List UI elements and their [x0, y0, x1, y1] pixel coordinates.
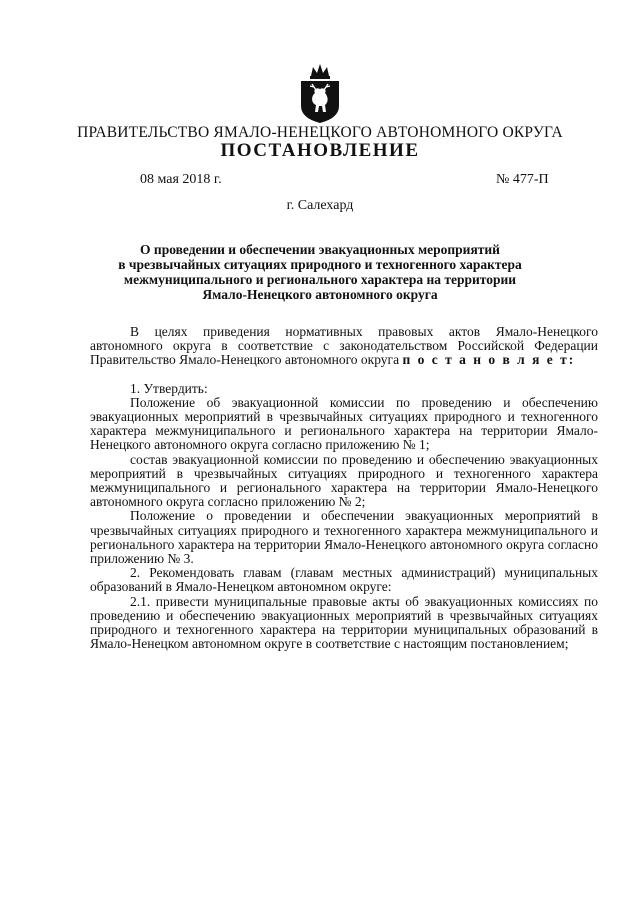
title-line: О проведении и обеспечении эвакуационных мероприятий: [140, 242, 500, 257]
item-1: 1. Утвердить:: [130, 380, 208, 396]
item-1-b: состав эвакуационной комиссии по проведению и обеспечению эвакуационных мероприятий в чрезвычайных ситуациях природного и техногенного характера межмуниципального и регионального характера на территории Ямало-Ненецкого автономного округа согласно приложению № 2;: [90, 451, 598, 510]
item-2: 2. Рекомендовать главам (главам местных администраций) муниципальных образований в Ямало-Ненецком автономном округе:: [90, 565, 598, 595]
title-line: Ямало-Ненецкого автономного округа: [202, 287, 438, 302]
document-number: № 477-П: [496, 172, 549, 187]
item-1-c: Положение о проведении и обеспечении эвакуационных мероприятий в чрезвычайных ситуациях природного и техногенного характера межмуниципального и регионального характера на территории Ямало-Ненецкого автономного округа согласно приложению № 3.: [90, 508, 598, 567]
document-type: ПОСТАНОВЛЕНИЕ: [220, 140, 420, 161]
document-title: [110, 242, 530, 302]
document-body: [90, 325, 598, 651]
item-2-1: 2.1. привести муниципальные правовые акты об эвакуационных комиссиях по проведению и обеспечению эвакуационных мероприятий в чрезвычайных ситуациях природного и техногенного характера на территории муниципальных образований в Ямало-Ненецком автономном округе в соответствие с настоящим постановлением;: [90, 593, 598, 652]
government-name: ПРАВИТЕЛЬСТВО ЯМАЛО-НЕНЕЦКОГО АВТОНОМНОГО ОКРУГА: [77, 124, 563, 141]
document-date: 08 мая 2018 г.: [140, 172, 222, 187]
resolves-word: п о с т а н о в л я е т:: [402, 352, 576, 368]
title-line: межмуниципального и регионального характера на территории: [123, 272, 517, 287]
coat-of-arms-icon: [297, 62, 343, 124]
document-city: г. Салехард: [286, 198, 354, 213]
title-line: в чрезвычайных ситуациях природного и техногенного характера: [118, 257, 522, 272]
preamble-text: В целях приведения нормативных правовых актов Ямало-Ненецкого автономного округа в соответствие с законодательством Российской Федерации Правительство Ямало-Ненецкого автономного округа: [90, 324, 598, 368]
preamble-paragraph: [90, 325, 598, 368]
item-1-a: Положение об эвакуационной комиссии по проведению и обеспечению эвакуационных мероприятий в чрезвычайных ситуациях природного и техногенного характера межмуниципального и регионального характера на территории Ямало-Ненецкого автономного округа согласно приложению № 1;: [90, 394, 598, 453]
